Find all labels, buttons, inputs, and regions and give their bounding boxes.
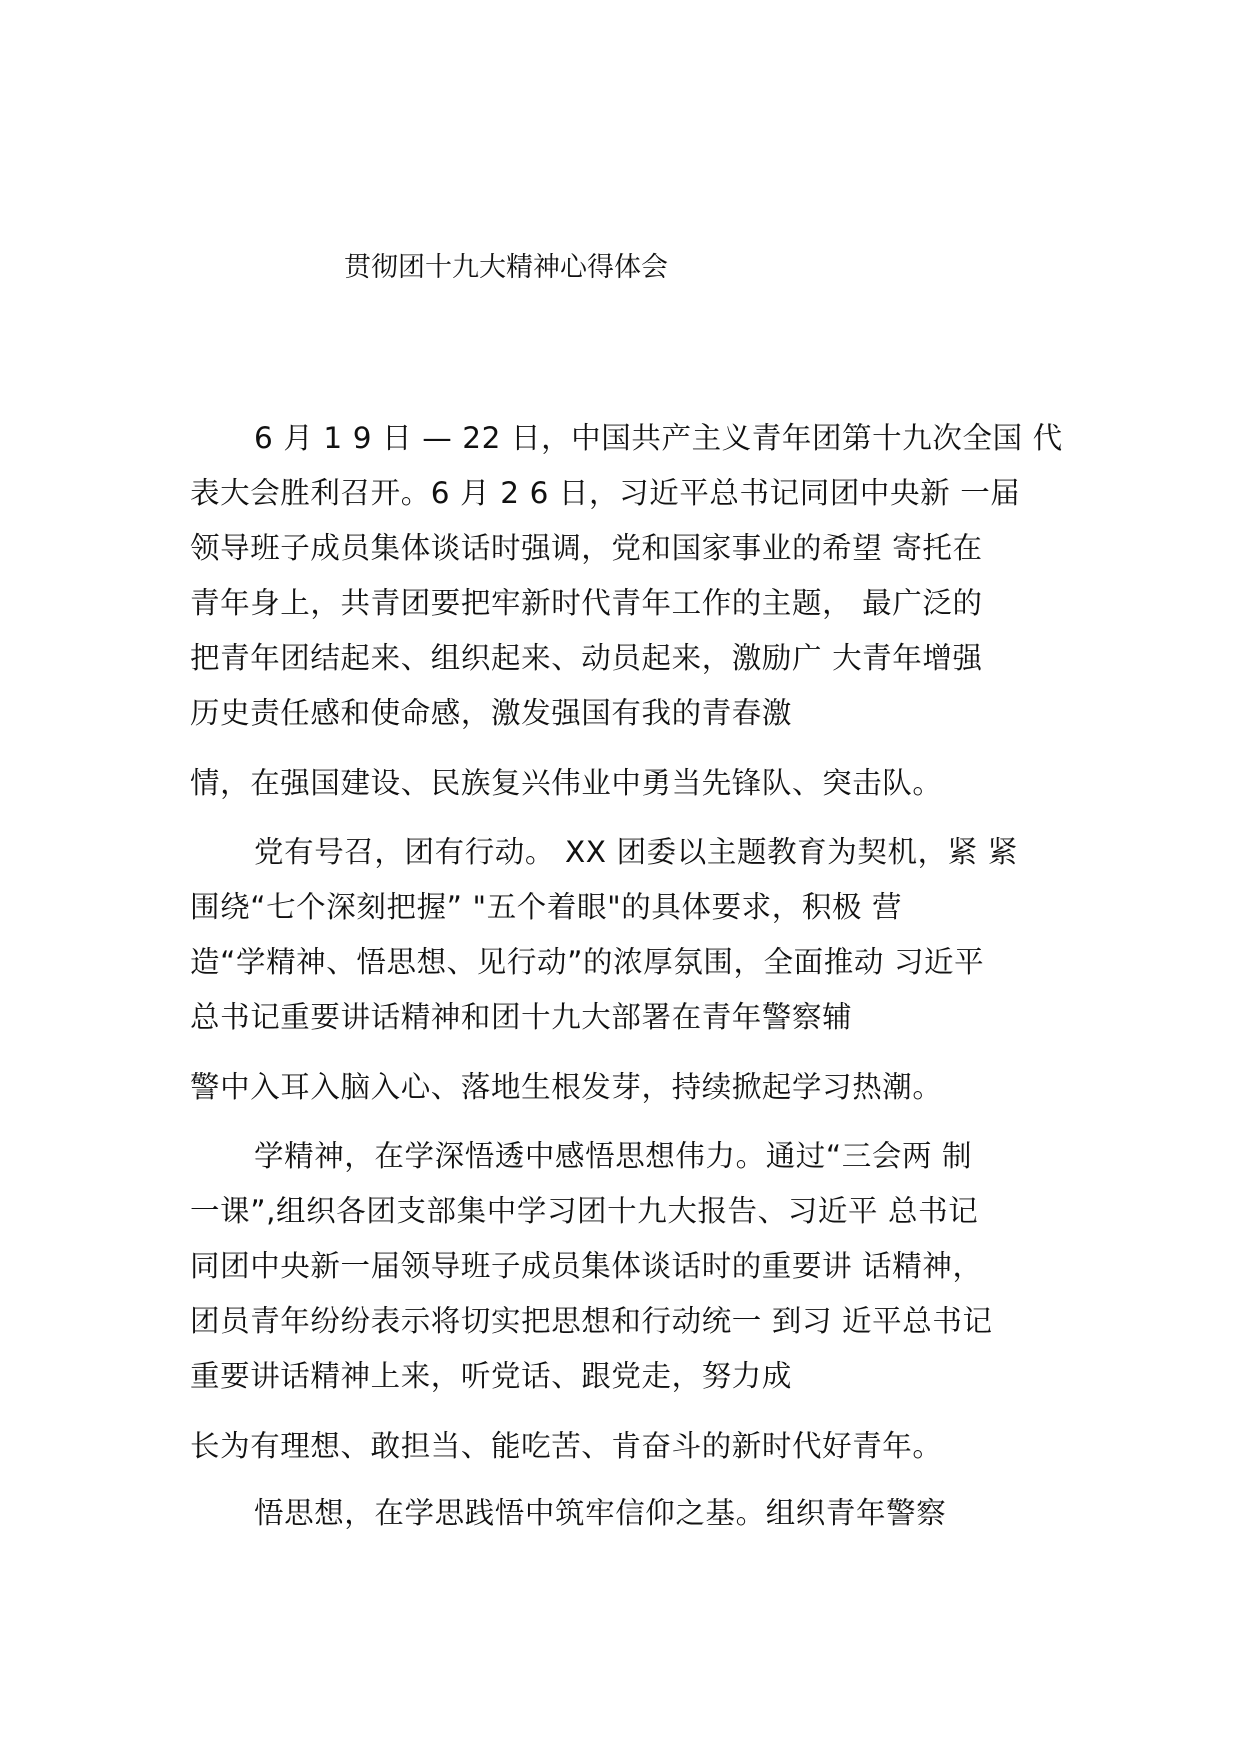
paragraph-line: 重要讲话精神上来，听党话、跟党走，努力成 xyxy=(190,1359,793,1393)
paragraph-line: 同团中央新一届领导班子成员集体谈话时的重要讲 话精神， xyxy=(190,1249,983,1283)
paragraph-line: 团员青年纷纷表示将切实把思想和行动统一 到习 近平总书记 xyxy=(190,1304,993,1338)
paragraph-line: 6 月 1 9 日 — 22 日，中国共产主义青年团第十九次全国 代 xyxy=(254,421,1063,455)
paragraph-line: 造“学精神、悟思想、见行动”的浓厚氛围，全面推动 习近平 xyxy=(190,945,985,979)
paragraph-line: 青年身上，共青团要把牢新时代青年工作的主题， 最广泛的 xyxy=(190,586,983,620)
paragraph-line: 总书记重要讲话精神和团十九大部署在青年警察辅 xyxy=(190,1000,853,1034)
paragraph-line: 表大会胜利召开。6 月 2 6 日，习近平总书记同团中央新 一届 xyxy=(190,476,1021,510)
paragraph-line: 历史责任感和使命感，激发强国有我的青春激 xyxy=(190,696,793,730)
paragraph-line: 党有号召，团有行动。 XX 团委以主题教育为契机，紧 紧 xyxy=(254,835,1018,869)
paragraph-line: 学精神，在学深悟透中感悟思想伟力。通过“三会两 制 xyxy=(254,1139,973,1173)
paragraph-line: 把青年团结起来、组织起来、动员起来，激励广 大青年增强 xyxy=(190,641,983,675)
paragraph-line: 情，在强国建设、民族复兴伟业中勇当先锋队、突击队。 xyxy=(190,766,943,800)
paragraph-line: 围绕“七个深刻把握” "五个着眼"的具体要求，积极 营 xyxy=(190,890,903,924)
paragraph-line: 一课”,组织各团支部集中学习团十九大报告、习近平 总书记 xyxy=(190,1194,979,1228)
paragraph-line: 领导班子成员集体谈话时强调，党和国家事业的希望 寄托在 xyxy=(190,531,983,565)
paragraph-line: 警中入耳入脑入心、落地生根发芽，持续掀起学习热潮。 xyxy=(190,1070,943,1104)
paragraph-line: 长为有理想、敢担当、能吃苦、肯奋斗的新时代好青年。 xyxy=(190,1429,943,1463)
document-title: 贯彻团十九大精神心得体会 xyxy=(344,252,668,283)
paragraph-line: 悟思想，在学思践悟中筑牢信仰之基。组织青年警察 xyxy=(254,1496,947,1530)
